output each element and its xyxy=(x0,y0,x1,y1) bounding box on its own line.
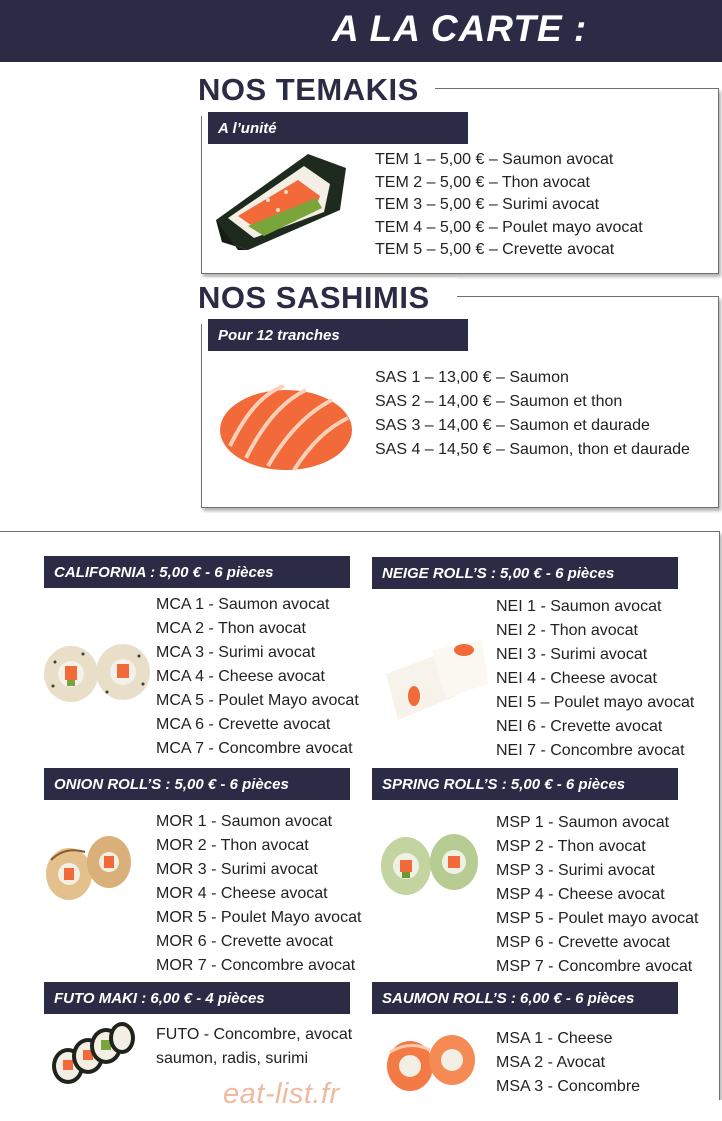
list-item: MOR 4 - Cheese avocat xyxy=(156,885,328,902)
list-item: NEI 5 – Poulet mayo avocat xyxy=(496,694,695,711)
list-item: SAS 4 – 14,50 € – Saumon, thon et daurade xyxy=(375,441,690,458)
ribbon-sashimis: Pour 12 tranches xyxy=(208,319,468,351)
list-item: MSP 1 - Saumon avocat xyxy=(496,814,670,831)
list-item: MSA 1 - Cheese xyxy=(496,1030,613,1047)
ribbon-futo: FUTO MAKI : 6,00 € - 4 pièces xyxy=(44,982,350,1014)
section-title-sashimis: NOS SASHIMIS xyxy=(198,280,430,315)
list-item: MCA 5 - Poulet Mayo avocat xyxy=(156,692,359,709)
list-item: MCA 1 - Saumon avocat xyxy=(156,596,330,613)
page-title: A LA CARTE : xyxy=(332,8,588,49)
sashimi-photo-icon xyxy=(214,366,358,484)
list-item: saumon, radis, surimi xyxy=(156,1050,309,1067)
list-item: MOR 1 - Saumon avocat xyxy=(156,813,333,830)
list-item: NEI 4 - Cheese avocat xyxy=(496,670,657,687)
list-item: TEM 1 – 5,00 € – Saumon avocat xyxy=(375,151,614,168)
neige-roll-photo-icon xyxy=(382,634,490,728)
list-item: MOR 3 - Surimi avocat xyxy=(156,861,318,878)
list-item: NEI 3 - Surimi avocat xyxy=(496,646,648,663)
list-item: TEM 2 – 5,00 € – Thon avocat xyxy=(375,173,590,191)
list-item: MSP 4 - Cheese avocat xyxy=(496,886,665,903)
list-item: NEI 1 - Saumon avocat xyxy=(496,598,662,615)
bottom-strip xyxy=(0,1100,722,1121)
temakis-list xyxy=(375,149,643,262)
temaki-photo-icon xyxy=(208,150,350,254)
list-item: TEM 4 – 5,00 € – Poulet mayo avocat xyxy=(375,218,643,236)
list-item: MOR 6 - Crevette avocat xyxy=(156,933,333,950)
list-item: MSP 5 - Poulet mayo avocat xyxy=(496,910,699,927)
list-item: NEI 2 - Thon avocat xyxy=(496,622,638,639)
list-item: TEM 3 – 5,00 € – Surimi avocat xyxy=(375,196,600,213)
list-item: NEI 6 - Crevette avocat xyxy=(496,718,663,735)
list-item: MSA 2 - Avocat xyxy=(496,1054,606,1071)
ribbon-onion: ONION ROLL’S : 5,00 € - 6 pièces xyxy=(44,768,350,800)
onion-roll-photo-icon xyxy=(45,830,131,902)
futo-maki-photo-icon xyxy=(50,1018,136,1086)
watermark: eat-list.fr xyxy=(223,1078,340,1110)
list-item: MSP 6 - Crevette avocat xyxy=(496,934,670,951)
spring-roll-photo-icon xyxy=(380,830,480,898)
list-item: MCA 7 - Concombre avocat xyxy=(156,740,353,757)
list-item: MCA 2 - Thon avocat xyxy=(156,620,306,637)
ribbon-neige: NEIGE ROLL’S : 5,00 € - 6 pièces xyxy=(372,557,678,589)
list-item: MSP 7 - Concombre avocat xyxy=(496,958,693,975)
list-item: MCA 4 - Cheese avocat xyxy=(156,668,325,685)
list-item: MCA 6 - Crevette avocat xyxy=(156,716,331,733)
california-roll-photo-icon xyxy=(43,636,151,708)
list-item: MSP 2 - Thon avocat xyxy=(496,838,646,855)
ribbon-temakis: A l’unité xyxy=(208,112,468,144)
list-item: SAS 3 – 14,00 € – Saumon et daurade xyxy=(375,417,650,434)
list-item: MOR 5 - Poulet Mayo avocat xyxy=(156,909,362,926)
futo-list xyxy=(156,1023,352,1071)
list-item: NEI 7 - Concombre avocat xyxy=(496,742,685,759)
saumon-roll-photo-icon xyxy=(386,1032,478,1094)
ribbon-california: CALIFORNIA : 5,00 € - 6 pièces xyxy=(44,556,350,588)
california-list xyxy=(156,593,359,761)
list-item: MSA 3 - Concombre xyxy=(496,1078,641,1095)
ribbon-saumon: SAUMON ROLL’S : 6,00 € - 6 pièces xyxy=(372,982,678,1014)
spring-list xyxy=(496,811,698,979)
sashimis-list xyxy=(375,366,690,462)
ribbon-spring: SPRING ROLL’S : 5,00 € - 6 pièces xyxy=(372,768,678,800)
saumon-list xyxy=(496,1027,640,1099)
list-item: SAS 2 – 14,00 € – Saumon et thon xyxy=(375,393,623,410)
list-item: MOR 7 - Concombre avocat xyxy=(156,957,356,974)
section-title-temakis: NOS TEMAKIS xyxy=(198,72,419,107)
onion-list xyxy=(156,810,361,978)
list-item: FUTO - Concombre, avocat xyxy=(156,1026,353,1043)
list-item: TEM 5 – 5,00 € – Crevette avocat xyxy=(375,241,615,258)
neige-list xyxy=(496,595,694,763)
list-item: MSP 3 - Surimi avocat xyxy=(496,862,655,879)
list-item: MOR 2 - Thon avocat xyxy=(156,837,309,854)
list-item: SAS 1 – 13,00 € – Saumon xyxy=(375,369,569,386)
list-item: MCA 3 - Surimi avocat xyxy=(156,644,316,661)
